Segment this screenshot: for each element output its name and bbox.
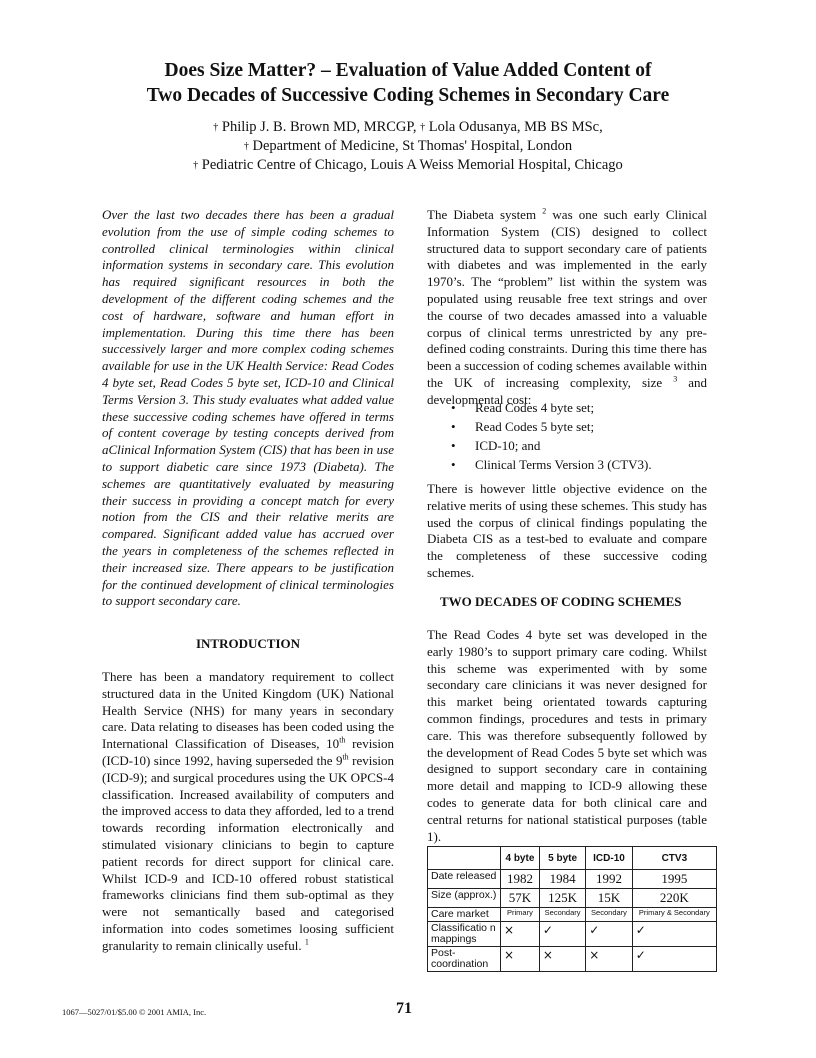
list-item: • ICD-10; and [427, 436, 707, 455]
table-cell: 220K [632, 889, 716, 908]
page-number: 71 [396, 1000, 412, 1017]
list-item: • Read Codes 4 byte set; [427, 398, 707, 417]
table-cell: Primary [501, 908, 540, 922]
dagger-mark: † [213, 122, 219, 133]
row-label: Post-coordination [428, 947, 501, 972]
table-cell: × [501, 922, 540, 947]
table-cell: 57K [501, 889, 540, 908]
abstract: Over the last two decades there has been a gradual evolution from the use of simple coding schemes to controlled clinical terminologies within clinical information systems in secondary care. This evolution has required significant resources in both the development of the different coding schemes and the cost of hardware, software and human effort in implementation. During this time there has been successively larger and more complex coding schemes available for use in the UK Health Service: Read Codes 4 byte set, Read Codes 5 byte set, ICD-10 and Clinical Terms Version 3. This study evaluates what added value these successive coding schemes have offered in terms of content coverage by testing concepts derived from aClinical Information System (CIS) that has been in use to support diabetic care since 1973 (Diabeta). The schemes are quantitatively evaluated by measuring their success in providing a concept match for every notion from the CIS and their relative merits are compared. Significant added value has accrued over the years in completeness of the schemes reflected in their increased size. There appears to be justification for the continued development of clinical terminologies to support secondary care. [102, 207, 394, 609]
introduction-paragraph: There has been a mandatory requirement to collect structured data in the United Kingdom (UK) National Health Service (NHS) for many years in secondary care. Data relating to diseases has been coded using the International Classification of Diseases, 10th revision (ICD-10) since 1992, having superseded the 9th revision (ICD-9); and surgical procedures using the UK OPCS-4 classification. Increased availability of computers and the improved access to data they afforded, led to a trend towards recording information electronically and stimulated visionary clinicians to begin to capture patient records for direct support for clinical care. Whilst ICD-9 and ICD-10 offered robust statistical frameworks clinicians find them sub-optimal as they were not semantically based and categorised information into codes sometimes loosing sufficient granularity to remain clinically useful. $^1$ [102, 669, 395, 953]
table-row [428, 908, 717, 922]
table-cell: 15K [586, 889, 632, 908]
table-row [428, 947, 717, 972]
list-item: • Clinical Terms Version 3 (CTV3). [427, 455, 707, 474]
row-label: Care market [428, 908, 501, 922]
title-line-2: Two Decades of Successive Coding Schemes in Secondary Care [146, 85, 670, 106]
table-cell: ✓ [586, 922, 632, 947]
author-1: Philip J. B. Brown MD, MRCGP, [221, 119, 417, 135]
table-cell: 1995 [632, 870, 716, 889]
table-cell: 1992 [586, 870, 632, 889]
table-cell: 1982 [501, 870, 540, 889]
row-label: Size (approx.) [428, 889, 501, 908]
table-cell: ✓ [539, 922, 585, 947]
row-label: Date released [428, 870, 501, 889]
table-row [428, 922, 717, 947]
read-codes-paragraph: The Read Codes 4 byte set was developed in the early 1980’s to support primary care coding. Whilst this scheme was experimented with by some secondary care clinicians it was never designed for this market being orientated towards capturing common findings, procedures and tests in primary care. This was therefore subsequently followed by the development of Read Codes 5 byte set which was designed to support secondary care in containing more detail and mapping to ICD-9 allowing these codes to generate data for both clinical care and central returns for national statistical purposes (table 1). [427, 627, 707, 844]
table-row [428, 889, 717, 908]
evidence-paragraph: There is however little objective evidence on the relative merits of using these schemes. This study has used the corpus of clinical findings populating the Diabeta CIS as a test-bed to evaluate and compare the completeness of these successive coding schemes. [427, 481, 707, 580]
table-cell: × [539, 947, 585, 972]
table-cell: × [586, 947, 632, 972]
table-header: CTV3 [632, 847, 716, 870]
table-header-row [428, 847, 717, 870]
affiliation-1: † Department of Medicine, St Thomas' Hospital, London [243, 138, 573, 154]
table-cell: ✓ [632, 947, 716, 972]
author-names [60, 118, 756, 137]
table-header: 4 byte [501, 847, 540, 870]
table-header: ICD-10 [586, 847, 632, 870]
table-cell: ✓ [632, 922, 716, 947]
list-item: • Read Codes 5 byte set; [427, 417, 707, 436]
title-line-1: Does Size Matter? – Evaluation of Value Added Content of [164, 60, 652, 81]
dagger-mark: † [420, 122, 426, 133]
dagger-mark: † [193, 160, 199, 171]
introduction-heading: INTRODUCTION [195, 636, 300, 651]
table-cell: Secondary [539, 908, 585, 922]
copyright-footer: 1067—5027/01/$5.00 © 2001 AMIA, Inc. [62, 1007, 207, 1017]
paper-title [60, 58, 756, 108]
section-heading-two-decades: TWO DECADES OF CODING SCHEMES [440, 594, 682, 609]
author-block [60, 118, 756, 175]
table-row [428, 870, 717, 889]
table-cell: Secondary [586, 908, 632, 922]
author-2: Lola Odusanya, MB BS MSc, [428, 119, 603, 135]
table-cell: 125K [539, 889, 585, 908]
table-header: 5 byte [539, 847, 585, 870]
row-label: Classificatio n mappings [428, 922, 501, 947]
table-cell: Primary & Secondary [632, 908, 716, 922]
table-cell: × [501, 947, 540, 972]
affiliation-2: † Pediatric Centre of Chicago, Louis A Weiss Memorial Hospital, Chicago [193, 157, 623, 173]
coding-schemes-table [427, 846, 717, 972]
table-cell: 1984 [539, 870, 585, 889]
dagger-mark: † [243, 141, 249, 152]
coding-scheme-list [427, 398, 707, 474]
diabeta-paragraph: The Diabeta system $^2$ was one such early Clinical Information System (CIS) designed to collect structured data to support secondary care of patients with diabetes and was implemented in the early 1970’s. The “problem” list within the system was populated using reusable free text strings and over the course of two decades amassed into a valuable corpus of clinical terms unrestricted by any pre-defined coding constraints. During this time there has been a succession of coding schemes available within the UK of increasing complexity, size $^3$ and developmental cost: [427, 206, 708, 407]
